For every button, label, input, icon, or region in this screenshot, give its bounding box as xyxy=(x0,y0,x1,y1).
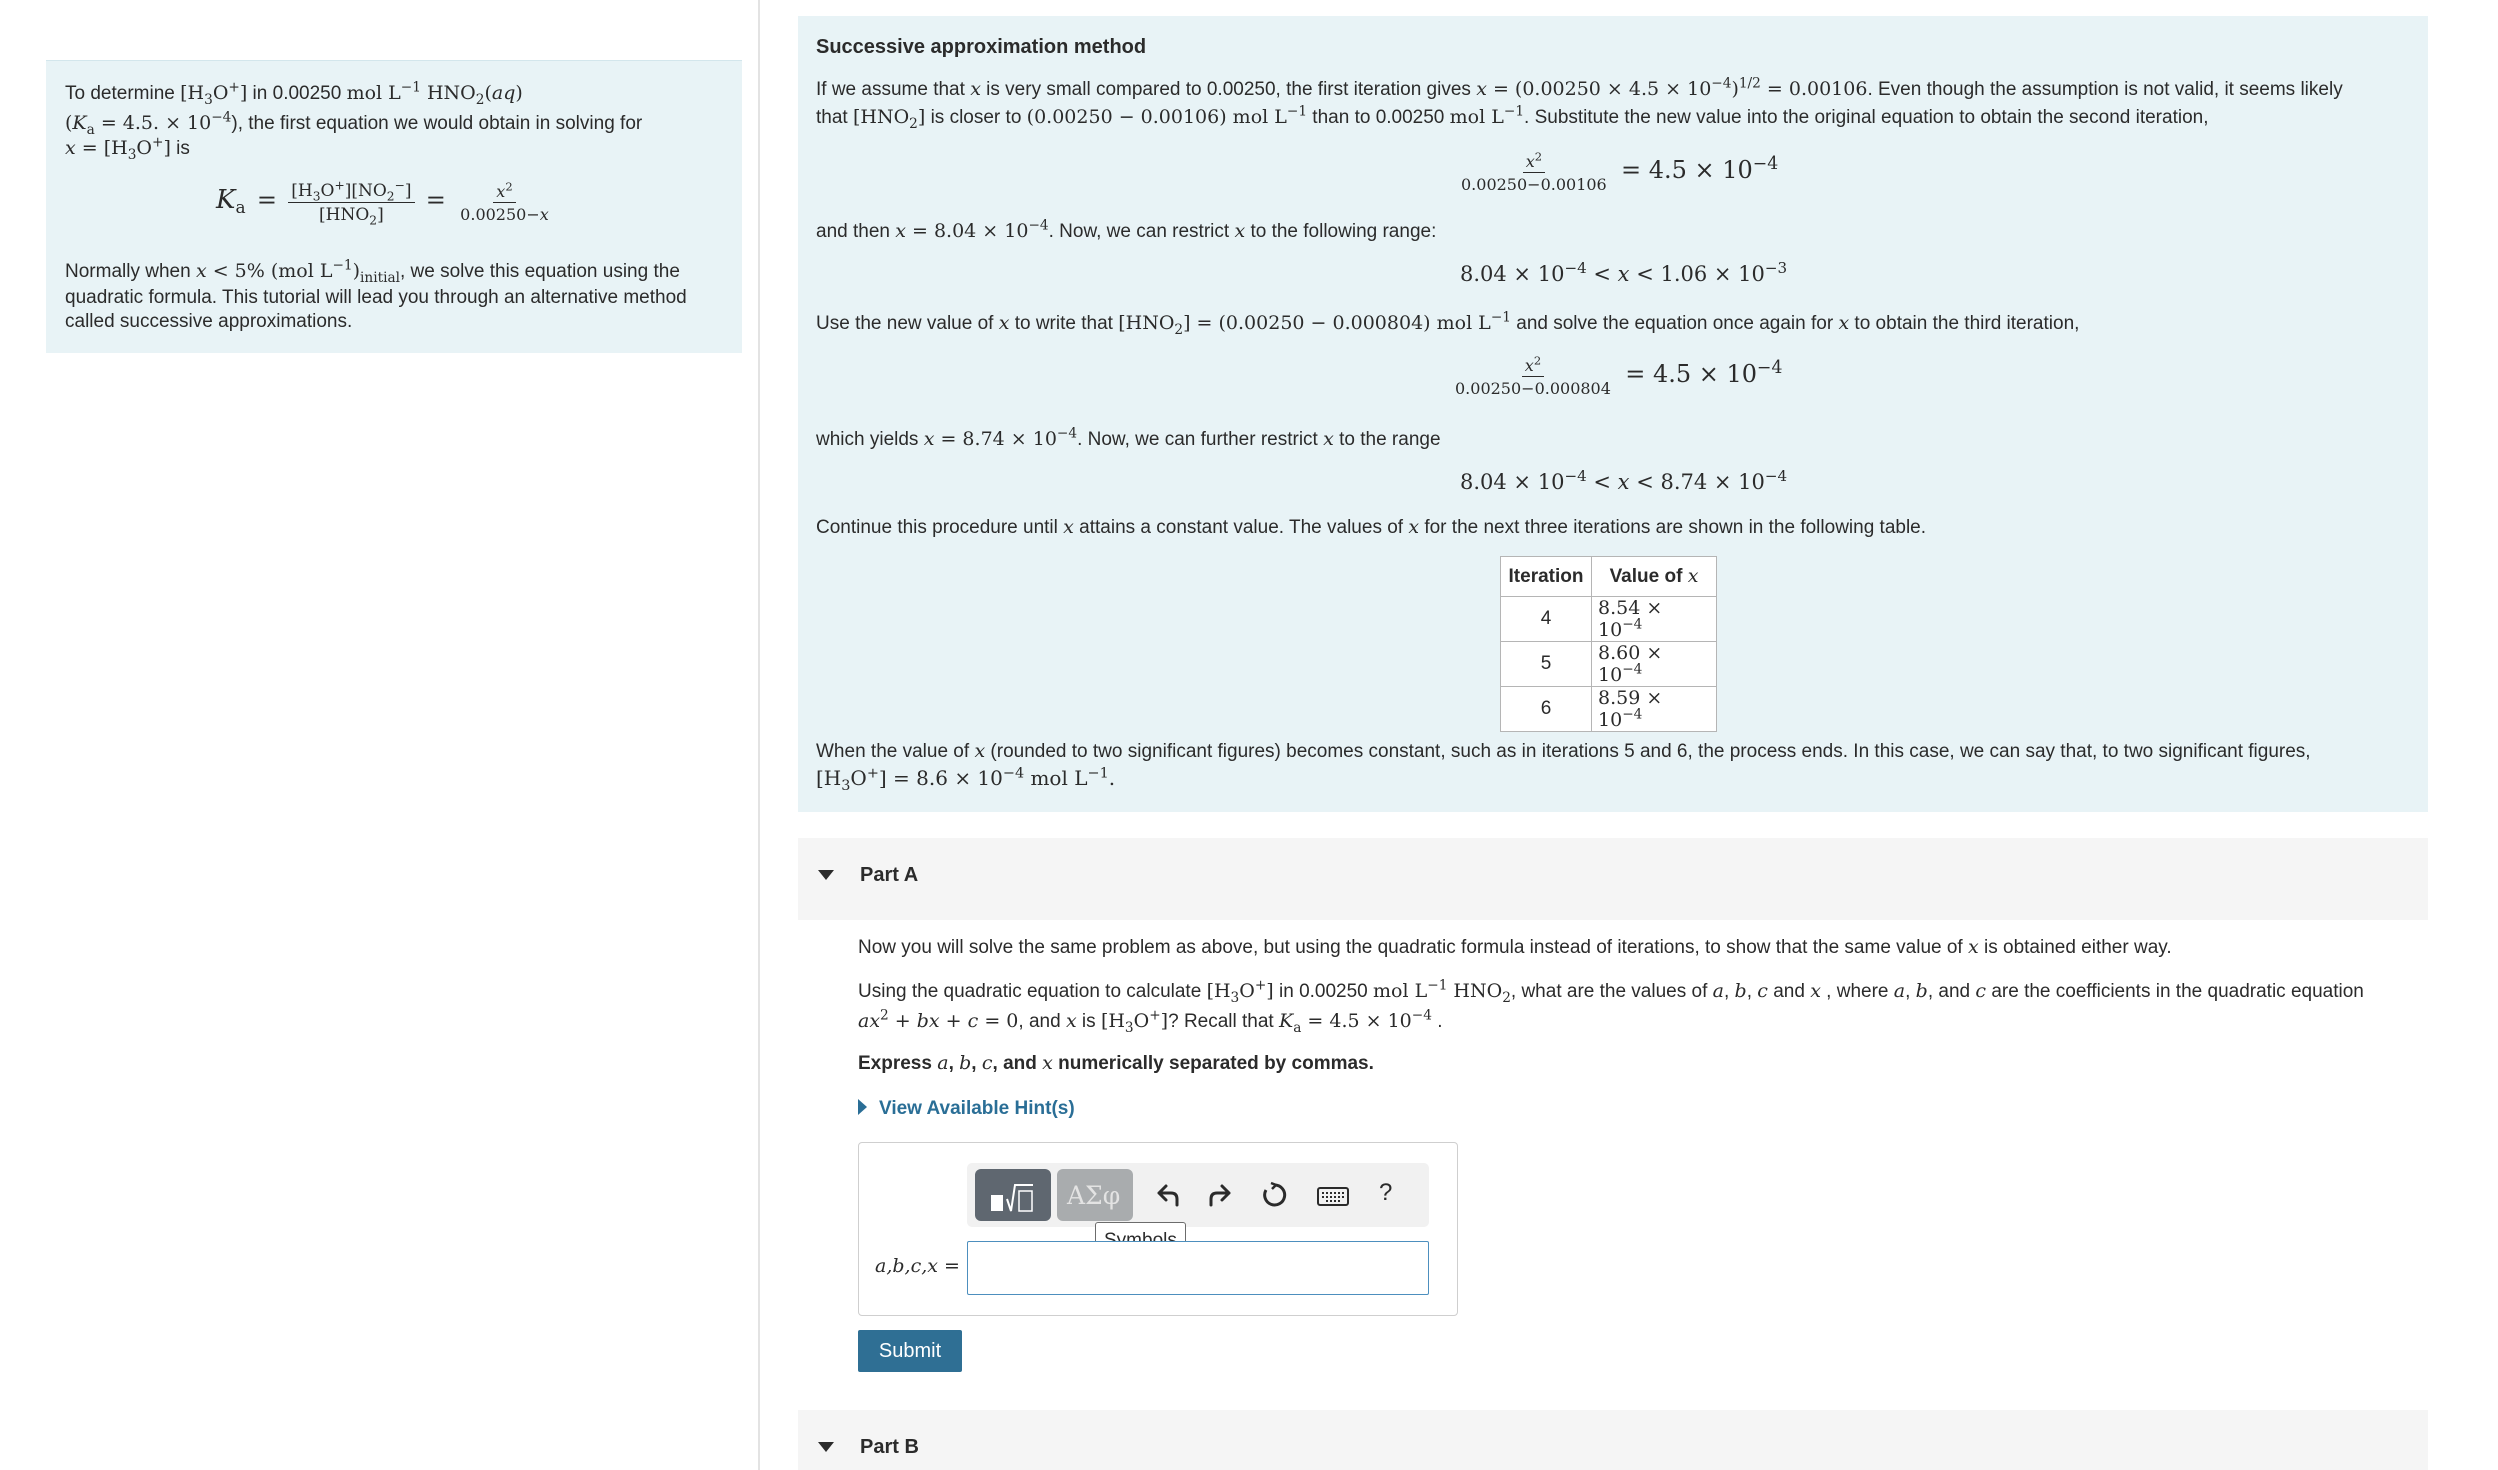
part-a-para-3: $ax^2$ + bx + c = 0, and x is $[H_3O^+]$? Recall that $K_a = 4.5 \times 10^{-4}$ . xyxy=(858,1007,1443,1036)
keyboard-icon[interactable] xyxy=(1317,1185,1349,1213)
submit-button[interactable]: Submit xyxy=(858,1330,962,1372)
equation-iteration-3: $\frac{x^2}{0.00250-0.000804}$ = $4.5 \times 10^{-4}$ xyxy=(1455,353,1783,398)
part-b-label: Part B xyxy=(860,1436,919,1458)
templates-button[interactable] xyxy=(975,1169,1051,1221)
math-toolbar xyxy=(967,1163,1429,1227)
undo-icon[interactable] xyxy=(1153,1181,1181,1215)
table-row xyxy=(1501,597,1717,642)
table-header-row xyxy=(1501,557,1717,597)
table-row xyxy=(1501,687,1717,732)
expand-triangle-icon xyxy=(858,1099,867,1115)
intro-normally-3: called successive approximations. xyxy=(65,311,353,332)
part-b-header[interactable] xyxy=(798,1410,2428,1470)
table-row xyxy=(1501,642,1717,687)
range-2: $8.04 \times 10^{-4} < x < 8.74 \times 10^{-4}$ xyxy=(1460,467,1788,494)
method-para-3: and then $x = 8.04 \times 10^{-4}$. Now, we can restrict x to the following range: xyxy=(816,217,1437,242)
part-a-instruction: Express a, b, c, and x numerically separated by commas. xyxy=(858,1052,1374,1074)
part-a-para-2: Using the quadratic equation to calculate $[H_3O^+]$ in 0.00250 mol $L^{-1}$ $HNO_2$, what are the values of a, b, c and x , where a, b, and c are the coefficients in the quadratic equation xyxy=(858,977,2364,1006)
equation-iteration-2: $\frac{x^2}{0.00250-0.00106}$ = $4.5 \times 10^{-4}$ xyxy=(1461,149,1779,194)
help-button[interactable]: ? xyxy=(1379,1179,1393,1206)
collapse-caret-icon[interactable] xyxy=(818,1442,834,1452)
cell-iteration: 5 xyxy=(1501,642,1592,687)
part-a-header[interactable] xyxy=(798,838,2428,920)
templates-icon xyxy=(975,1169,1051,1221)
intro-line-2: ($K_a = 4.5$. × $10^{-4}$), the first equation we would obtain in solving for xyxy=(65,109,643,138)
cell-value: $8.60 \times 10^{-4}$ xyxy=(1592,642,1717,687)
cell-value: $8.54 \times 10^{-4}$ xyxy=(1592,597,1717,642)
part-a-para-1: Now you will solve the same problem as above, but using the quadratic formula instead of iterations, to show that the same value of x is obtained either way. xyxy=(858,936,2172,958)
method-para-2: that $[HNO_2]$ is closer to (0.00250 − 0.00106) mol $L^{-1}$ than to 0.00250 mol $L^{-1}$. Substitute the new value into the original equation to obtain the second iteration, xyxy=(816,103,2209,132)
header-iteration: Iteration xyxy=(1501,557,1592,597)
method-box xyxy=(798,16,2428,812)
answer-box xyxy=(858,1142,1458,1316)
method-para-5: which yields $x = 8.74 \times 10^{-4}$. Now, we can further restrict x to the range xyxy=(816,425,1441,450)
method-result: $[H_3O^+] = 8.6 \times 10^{-4}$ mol $L^{-1}$. xyxy=(816,765,1116,794)
method-para-4: Use the new value of x to write that $[HNO_2] = (0.00250 - 0.000804)$ mol $L^{-1}$ and solve the equation once again for x to obtain the third iteration, xyxy=(816,309,2080,338)
method-title: Successive approximation method xyxy=(816,36,1147,58)
intro-line-3: $x = [H_3O^+]$ is xyxy=(65,134,190,163)
method-para-7: When the value of x (rounded to two significant figures) becomes constant, such as in iterations 5 and 6, the process ends. In this case, we can say that, to two significant figures, xyxy=(816,740,2311,762)
answer-label: a,b,c,x = xyxy=(875,1255,960,1277)
cell-iteration: 6 xyxy=(1501,687,1592,732)
symbols-button[interactable]: ΑΣφ xyxy=(1057,1169,1133,1221)
cell-value: $8.59 \times 10^{-4}$ xyxy=(1592,687,1717,732)
answer-input[interactable] xyxy=(967,1241,1429,1295)
intro-normally-1: Normally when x < 5% (mol $L^{-1})_{initial}$, we solve this equation using the xyxy=(65,257,680,286)
ka-equation: $K_a$ = $\frac{[H_3O^+][NO_2^-]}{[HNO_2]}$ = $\frac{x^2}{0.00250-x}$ xyxy=(216,178,549,228)
iteration-table xyxy=(1500,556,1717,732)
part-a-label: Part A xyxy=(860,864,919,886)
header-value: Value of x xyxy=(1592,557,1717,597)
reset-icon[interactable] xyxy=(1261,1181,1289,1215)
intro-box xyxy=(46,60,742,353)
intro-line-1: To determine $[H_3O^+]$ in 0.00250 mol $L^{-1}$ $HNO_2(aq)$ xyxy=(65,79,523,108)
method-para-1: If we assume that x is very small compared to 0.00250, the first iteration gives $x = (0.00250 \times 4.5 \times 10^{-4})^{1/2} = 0.00106$. Even though the assumption is not valid, it seems likely xyxy=(816,75,2343,100)
range-1: $8.04 \times 10^{-4} < x < 1.06 \times 10^{-3}$ xyxy=(1460,259,1788,286)
method-para-6: Continue this procedure until x attains a constant value. The values of x for the next three iterations are shown in the following table. xyxy=(816,516,1927,538)
view-hints-link[interactable]: View Available Hint(s) xyxy=(858,1098,1075,1120)
collapse-caret-icon[interactable] xyxy=(818,870,834,880)
left-panel xyxy=(0,0,760,1470)
cell-iteration: 4 xyxy=(1501,597,1592,642)
intro-normally-2: quadratic formula. This tutorial will lead you through an alternative method xyxy=(65,287,687,308)
redo-icon[interactable] xyxy=(1207,1181,1235,1215)
